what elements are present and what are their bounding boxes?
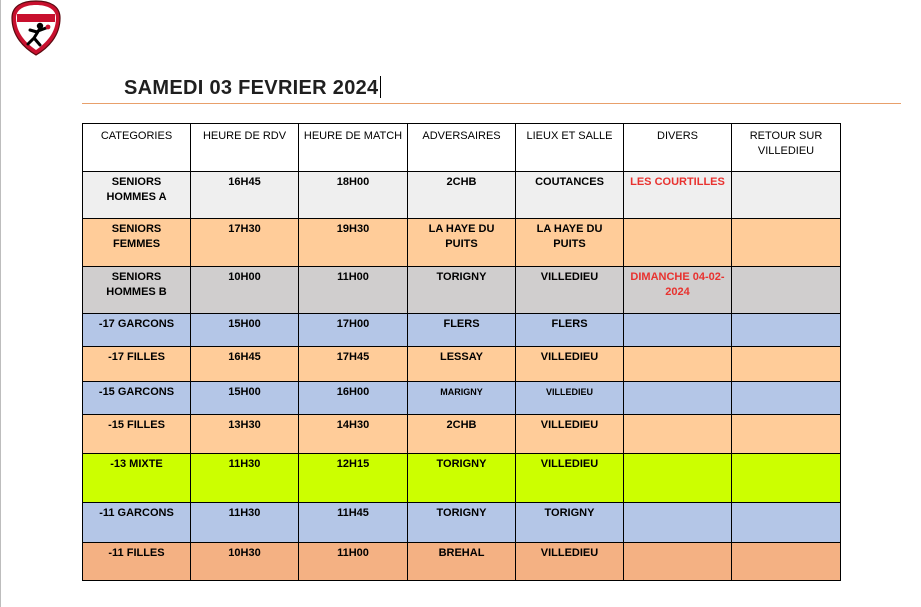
cell-match: 11H45 xyxy=(299,503,408,543)
cell-category: -17 GARCONS xyxy=(83,314,191,347)
header-divers: DIVERS xyxy=(624,124,732,172)
handball-club-shield-icon xyxy=(10,0,62,56)
cell-divers xyxy=(624,347,732,382)
cell-rdv: 17H30 xyxy=(191,219,299,267)
cell-opponent: TORIGNY xyxy=(408,503,516,543)
cell-opponent: MARIGNY xyxy=(408,382,516,415)
cell-rdv: 10H30 xyxy=(191,543,299,581)
cell-rdv: 16H45 xyxy=(191,172,299,219)
cell-match: 16H00 xyxy=(299,382,408,415)
cell-match: 17H45 xyxy=(299,347,408,382)
cell-opponent: FLERS xyxy=(408,314,516,347)
cell-opponent: LA HAYE DU PUITS xyxy=(408,219,516,267)
page-title[interactable]: SAMEDI 03 FEVRIER 2024 xyxy=(124,76,381,100)
cell-venue: VILLEDIEU xyxy=(516,543,624,581)
text-cursor xyxy=(380,76,381,98)
table-row xyxy=(83,172,841,219)
cell-divers: DIMANCHE 04-02-2024 xyxy=(624,267,732,314)
table-row xyxy=(83,382,841,415)
schedule-table xyxy=(82,123,841,581)
cell-venue: LA HAYE DU PUITS xyxy=(516,219,624,267)
header-heure-rdv: HEURE DE RDV xyxy=(191,124,299,172)
cell-category: SENIORS HOMMES B xyxy=(83,267,191,314)
table-row xyxy=(83,503,841,543)
cell-venue: VILLEDIEU xyxy=(516,382,624,415)
cell-venue: VILLEDIEU xyxy=(516,267,624,314)
cell-retour xyxy=(732,454,841,503)
cell-category: -11 FILLES xyxy=(83,543,191,581)
cell-category: -13 MIXTE xyxy=(83,454,191,503)
cell-venue: VILLEDIEU xyxy=(516,347,624,382)
cell-match: 14H30 xyxy=(299,415,408,454)
cell-match: 19H30 xyxy=(299,219,408,267)
cell-rdv: 10H00 xyxy=(191,267,299,314)
table-row xyxy=(83,347,841,382)
header-heure-match: HEURE DE MATCH xyxy=(299,124,408,172)
cell-divers xyxy=(624,219,732,267)
cell-category: SENIORS FEMMES xyxy=(83,219,191,267)
cell-retour xyxy=(732,172,841,219)
cell-venue: VILLEDIEU xyxy=(516,415,624,454)
cell-venue: FLERS xyxy=(516,314,624,347)
cell-category: -15 FILLES xyxy=(83,415,191,454)
cell-retour xyxy=(732,415,841,454)
cell-rdv: 16H45 xyxy=(191,347,299,382)
cell-rdv: 15H00 xyxy=(191,382,299,415)
cell-category: SENIORS HOMMES A xyxy=(83,172,191,219)
cell-rdv: 11H30 xyxy=(191,454,299,503)
cell-opponent: TORIGNY xyxy=(408,454,516,503)
cell-opponent: 2CHB xyxy=(408,415,516,454)
header-adversaires: ADVERSAIRES xyxy=(408,124,516,172)
header-retour: RETOUR SUR VILLEDIEU xyxy=(732,124,841,172)
cell-opponent: TORIGNY xyxy=(408,267,516,314)
cell-divers xyxy=(624,382,732,415)
table-row xyxy=(83,415,841,454)
table-row xyxy=(83,454,841,503)
title-underline xyxy=(82,103,901,104)
table-row xyxy=(83,267,841,314)
header-categories: CATEGORIES xyxy=(83,124,191,172)
table-header-row xyxy=(83,124,841,172)
cell-opponent: BREHAL xyxy=(408,543,516,581)
cell-category: -15 GARCONS xyxy=(83,382,191,415)
cell-match: 18H00 xyxy=(299,172,408,219)
cell-divers: LES COURTILLES xyxy=(624,172,732,219)
cell-category: -17 FILLES xyxy=(83,347,191,382)
cell-match: 17H00 xyxy=(299,314,408,347)
table-row xyxy=(83,314,841,347)
cell-retour xyxy=(732,219,841,267)
cell-match: 11H00 xyxy=(299,543,408,581)
cell-opponent: 2CHB xyxy=(408,172,516,219)
table-row xyxy=(83,219,841,267)
header-lieux-salle: LIEUX ET SALLE xyxy=(516,124,624,172)
cell-rdv: 11H30 xyxy=(191,503,299,543)
cell-retour xyxy=(732,382,841,415)
page-left-border xyxy=(0,0,1,607)
cell-retour xyxy=(732,267,841,314)
cell-rdv: 15H00 xyxy=(191,314,299,347)
cell-venue: COUTANCES xyxy=(516,172,624,219)
cell-divers xyxy=(624,503,732,543)
cell-divers xyxy=(624,543,732,581)
cell-divers xyxy=(624,314,732,347)
cell-match: 11H00 xyxy=(299,267,408,314)
cell-category: -11 GARCONS xyxy=(83,503,191,543)
cell-retour xyxy=(732,314,841,347)
cell-retour xyxy=(732,503,841,543)
cell-opponent: LESSAY xyxy=(408,347,516,382)
cell-venue: TORIGNY xyxy=(516,503,624,543)
cell-retour xyxy=(732,347,841,382)
cell-match: 12H15 xyxy=(299,454,408,503)
cell-divers xyxy=(624,415,732,454)
table-row xyxy=(83,543,841,581)
cell-divers xyxy=(624,454,732,503)
cell-retour xyxy=(732,543,841,581)
cell-venue: VILLEDIEU xyxy=(516,454,624,503)
cell-rdv: 13H30 xyxy=(191,415,299,454)
